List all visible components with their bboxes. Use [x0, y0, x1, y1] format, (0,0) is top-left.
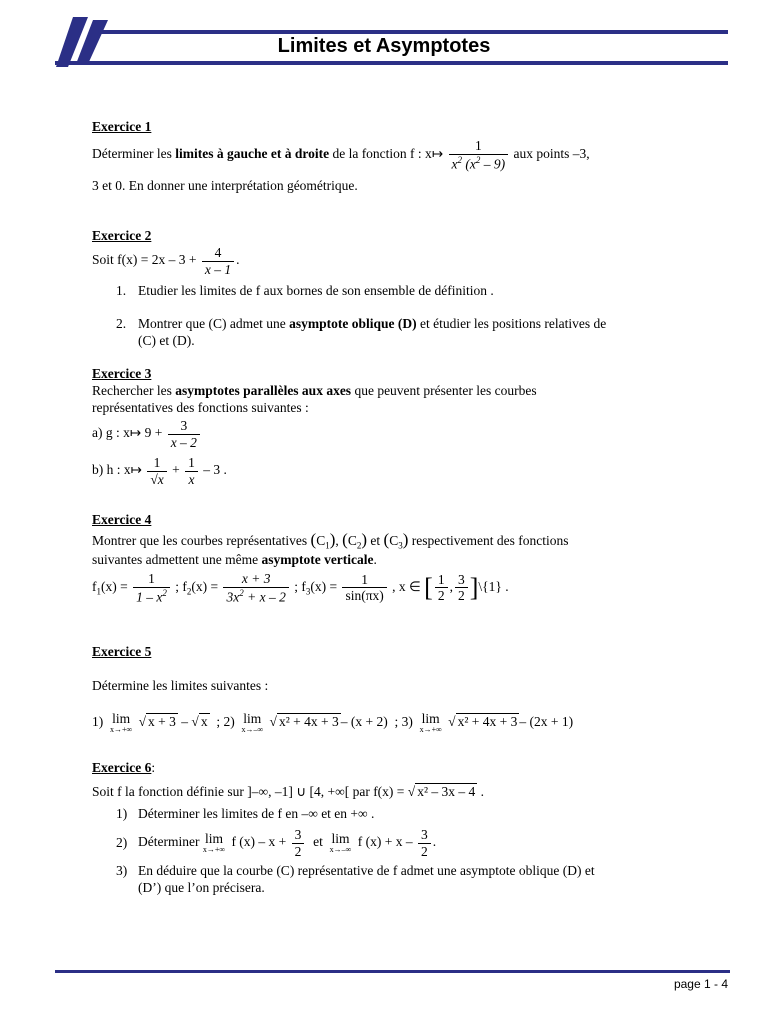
ex5-limits: 1) lim x→+∞ √ x + 3 – √ x ; 2) lim x→–∞ √ x² + 4x + 3 – (x + 2) ; 3) lim x→+∞ √ x² + 4x + 3 – (2x + 1) — [92, 711, 574, 734]
ex6-item3-number: 3) — [116, 863, 128, 878]
header-top-line — [95, 30, 728, 34]
ex4-heading: Exercice 4 — [92, 512, 152, 527]
ex4-functions: $f_1(x)$ = $\frac{1}{1 - x^2}$ ; $f_2(x)$ = $\frac{x + 3}{3x^2 + x - 2}$ ; $f_3(x)$ = $\frac{1}{\sin(\pi x)}$ , x ∈ [ $\frac{1}{2}$ , $\frac{3}{2}$ ]\{1} . — [92, 571, 509, 605]
ex1-fraction: $\frac{1}{x^2 (x^2 - 9)}$ — [449, 138, 509, 172]
ex6-item2-number: 2) — [116, 835, 128, 850]
ex3-b: b) h : x↦ $\frac{1}{√x}$ + $\frac{1}{x}$ – 3 . — [92, 455, 227, 487]
page-number: page 1 - 4 — [673, 977, 728, 991]
ex6-item3: En déduire que la courbe (C) représentative de f admet une asymptote oblique (D) et — [138, 863, 595, 878]
ex3-line2: représentatives des fonctions suivantes : — [92, 400, 309, 415]
header-bottom-line — [55, 61, 728, 65]
ex5-intro: Détermine les limites suivantes : — [92, 678, 269, 693]
ex2-function: Soit f(x) = 2x – 3 + $\frac{4}{x - 1}$ . — [92, 245, 240, 277]
ex4-line2: suivantes admettent une même asymptote verticale. — [92, 552, 377, 567]
page-title: Limites et Asymptotes — [277, 35, 491, 57]
ex2-item2: Montrer que (C) admet une asymptote oblique (D) et étudier les positions relatives de — [138, 316, 607, 331]
ex2-item2-number: 2. — [116, 316, 127, 331]
ex2-item2-line2: (C) et (D). — [138, 333, 195, 348]
footer-line — [55, 970, 730, 973]
ex6-definition: Soit f la fonction définie sur ]–∞, –1] ∪ [4, +∞[ par f(x) = √ x² – 3x – 4 . — [92, 784, 485, 799]
ex1-heading: Exercice 1 — [92, 119, 152, 134]
ex3-a: a) g : x↦ 9 + $\frac{3}{x - 2}$ — [92, 418, 202, 450]
ex6-item1: Déterminer les limites de f en –∞ et en +∞ . — [138, 806, 375, 821]
ex6-item2: Déterminer lim x→+∞ f (x) – x + $\frac{3}{2}$ et lim x→–∞ f (x) + x – $\frac{3}{2}$ . — [138, 827, 437, 859]
ex1-line2: 3 et 0. En donner une interprétation géométrique. — [92, 178, 358, 193]
ex2-item1: Etudier les limites de f aux bornes de son ensemble de définition . — [138, 283, 494, 298]
ex2-item1-number: 1. — [116, 283, 127, 298]
ex4-line1: Montrer que les courbes représentatives $(C_1)$, $(C_2)$ et $(C_3)$ respectivement des fonctions — [92, 530, 569, 551]
ex5-heading: Exercice 5 — [92, 644, 152, 659]
ex6-item1-number: 1) — [116, 806, 128, 821]
ex6-heading: Exercice 6 — [92, 760, 152, 775]
ex3-heading: Exercice 3 — [92, 366, 152, 381]
ex1-line1: Déterminer les limites à gauche et à droite de la fonction f : x↦ $\frac{1}{x^2 (x^2 - 9)}$ aux points –3, — [92, 138, 590, 172]
ex6-heading-line: Exercice 6: — [92, 760, 156, 775]
ex6-item3-line2: (D’) que l’on précisera. — [138, 880, 265, 895]
ex2-heading: Exercice 2 — [92, 228, 152, 243]
ex3-line1: Rechercher les asymptotes parallèles aux axes que peuvent présenter les courbes — [92, 383, 537, 398]
